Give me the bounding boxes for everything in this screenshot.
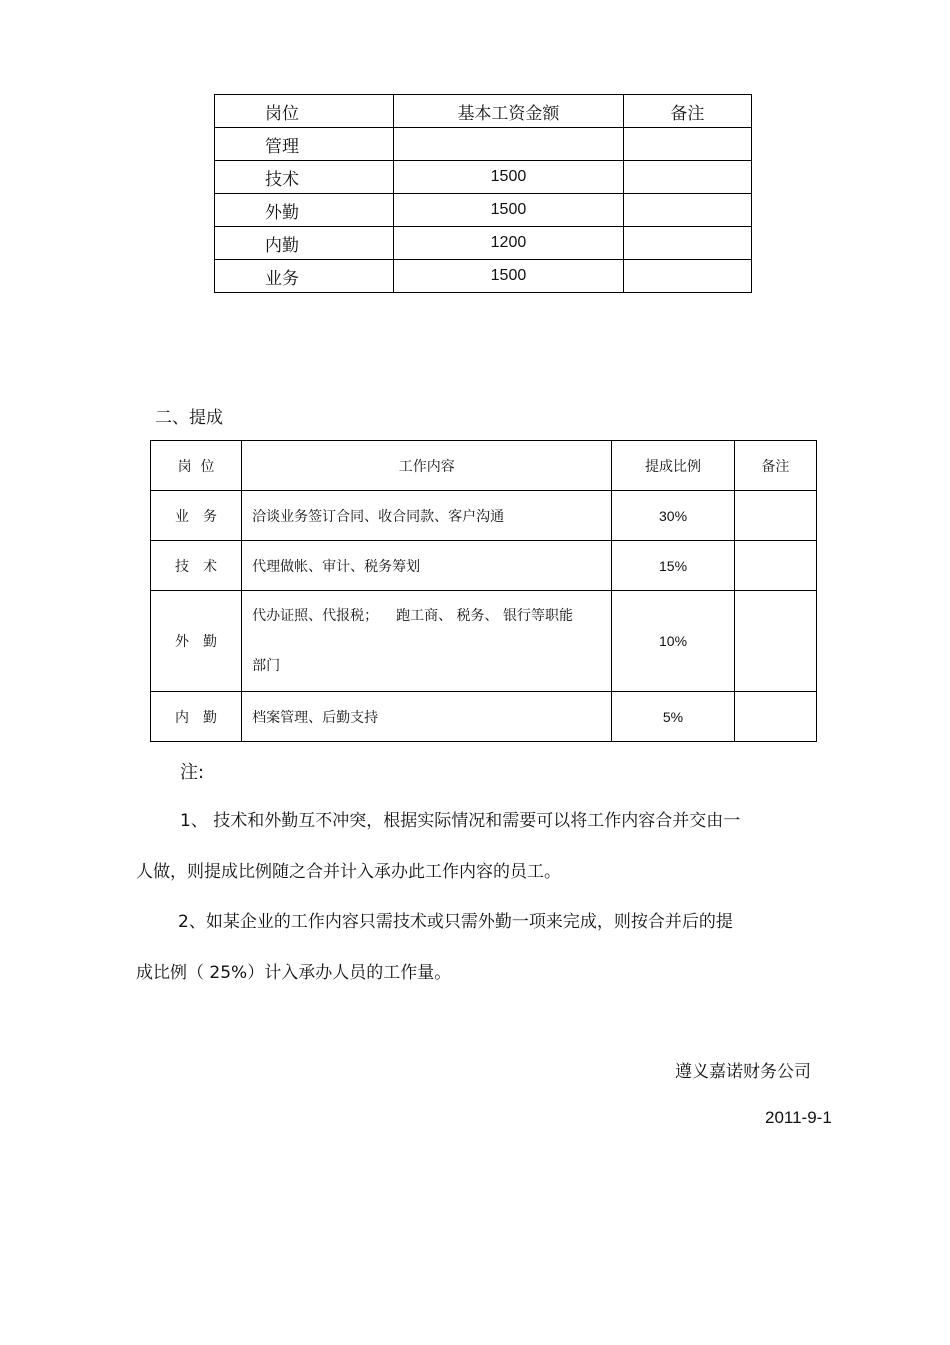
table-row <box>215 260 752 293</box>
table-row <box>215 161 752 194</box>
amount-cell: 1500 <box>394 260 624 293</box>
table-row <box>215 128 752 161</box>
amount-cell: 1200 <box>394 227 624 260</box>
table-row <box>215 194 752 227</box>
header-note: 备注 <box>623 95 751 128</box>
table-row <box>151 591 817 692</box>
post-cell <box>151 491 242 541</box>
post-label: 技术 <box>175 558 232 575</box>
notes-label: 注: <box>180 762 205 783</box>
base-salary-table <box>214 94 752 293</box>
note-cell <box>734 591 816 692</box>
table-row <box>151 491 817 541</box>
table-row <box>151 692 817 742</box>
post-label: 外勤 <box>175 634 232 650</box>
post-cell: 业务 <box>215 260 394 293</box>
amount-cell: 1500 <box>394 194 624 227</box>
content-line1-a: 代办证照、代报税； <box>252 608 379 624</box>
section-title-commission: 二、提成 <box>155 408 223 428</box>
content-cell: 洽谈业务签订合同、收合同款、客户沟通 <box>242 491 612 541</box>
commission-table <box>150 440 817 742</box>
post-cell: 外勤 <box>215 194 394 227</box>
note-1-line-2: 人做，则提成比例随之合并计入承办此工作内容的员工。 <box>136 862 561 882</box>
rate-cell: 10% <box>612 591 734 692</box>
table-header-row <box>215 95 752 128</box>
table-row <box>215 227 752 260</box>
post-cell <box>151 541 242 591</box>
note-2-line-1: 2、如某企业的工作内容只需技术或只需外勤一项来完成，则按合并后的提 <box>178 912 733 932</box>
post-cell <box>151 692 242 742</box>
note-cell <box>734 692 816 742</box>
header-post-label: 岗 位 <box>177 458 215 475</box>
company-name: 遵义嘉诺财务公司 <box>675 1062 811 1082</box>
note-cell <box>734 491 816 541</box>
header-commission-rate: 提成比例 <box>612 441 734 491</box>
note-cell <box>734 541 816 591</box>
table-header-row <box>151 441 817 491</box>
header-note: 备注 <box>734 441 816 491</box>
table-row <box>151 541 817 591</box>
post-cell: 技术 <box>215 161 394 194</box>
note-cell <box>623 161 751 194</box>
rate-cell: 30% <box>612 491 734 541</box>
content-cell: 代理做帐、审计、税务筹划 <box>242 541 612 591</box>
post-cell <box>151 591 242 692</box>
note-1-line-1: 1、 技术和外勤互不冲突，根据实际情况和需要可以将工作内容合并交由一 <box>180 811 741 831</box>
amount-cell <box>394 128 624 161</box>
header-work-content: 工作内容 <box>242 441 612 491</box>
amount-cell: 1500 <box>394 161 624 194</box>
content-cell <box>242 591 612 692</box>
header-base-salary: 基本工资金额 <box>394 95 624 128</box>
post-cell: 管理 <box>215 128 394 161</box>
rate-cell: 15% <box>612 541 734 591</box>
content-line2: 部门 <box>252 658 281 674</box>
content-line1-b: 跑工商、 税务、 银行等职能 <box>396 608 573 624</box>
post-label: 业务 <box>175 508 232 525</box>
post-cell: 内勤 <box>215 227 394 260</box>
header-post: 岗位 <box>215 95 394 128</box>
note-cell <box>623 227 751 260</box>
note-2-line-2: 成比例（ 25%）计入承办人员的工作量。 <box>136 963 452 983</box>
note-cell <box>623 128 751 161</box>
content-cell: 档案管理、后勤支持 <box>242 692 612 742</box>
rate-cell: 5% <box>612 692 734 742</box>
note-cell <box>623 194 751 227</box>
document-date: 2011-9-1 <box>765 1108 832 1127</box>
note-cell <box>623 260 751 293</box>
post-label: 内勤 <box>175 709 232 726</box>
header-post <box>151 441 242 491</box>
